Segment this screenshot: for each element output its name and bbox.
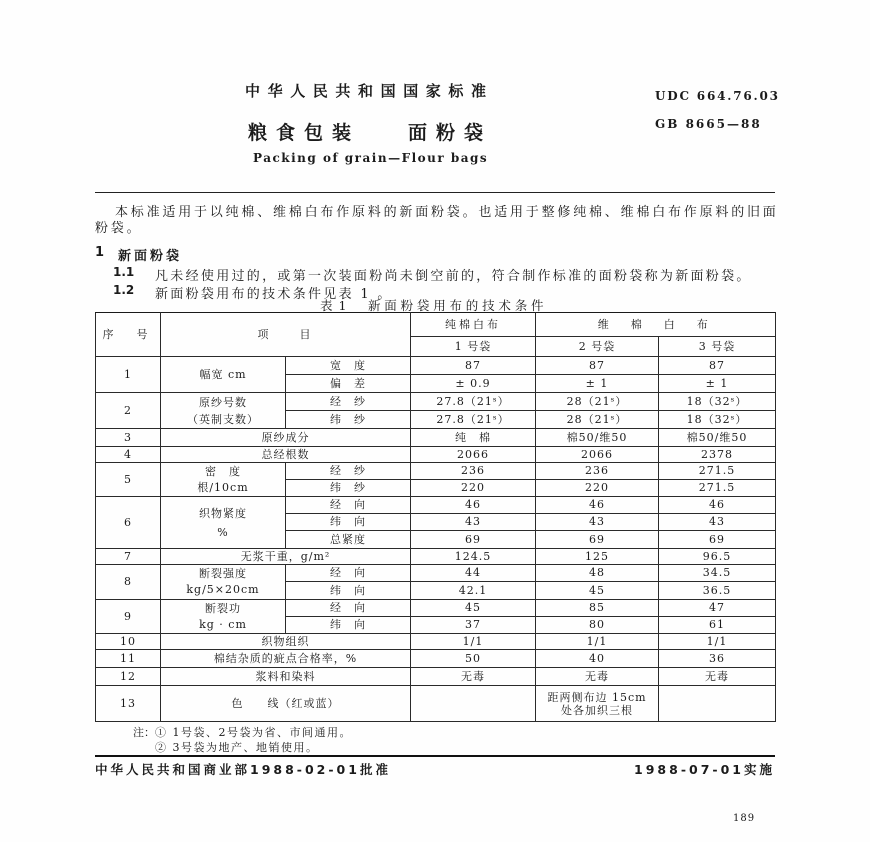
bag3-value: 棉50/维50	[659, 429, 776, 447]
bag3-value	[659, 686, 776, 722]
bag2-value	[536, 686, 659, 722]
seq-cell: 1	[96, 357, 161, 393]
approval-info: 中华人民共和国商业部1988-02-01批准	[95, 762, 391, 777]
bag3-value: 271.5	[659, 463, 776, 480]
bag1-value: 1/1	[411, 634, 536, 650]
header-bag2: 2 号袋	[536, 337, 659, 357]
bag3-value: 61	[659, 617, 776, 634]
item-cell: 原纱成分	[161, 429, 411, 447]
bag1-value: 37	[411, 617, 536, 634]
sub-item-cell: 总紧度	[286, 531, 411, 549]
bag2-value: 28（21ˢ）	[536, 411, 659, 429]
note-item: ② 3号袋为地产、地销使用。	[155, 741, 319, 754]
clause-number: 1.1	[113, 265, 135, 279]
title-cn-part2: 面粉袋	[408, 122, 493, 144]
item-cell: 织物组织	[161, 634, 411, 650]
bag1-value: 220	[411, 480, 536, 497]
bag1-value: 87	[411, 357, 536, 375]
bag2-value: 40	[536, 650, 659, 668]
color-line-note: 距两侧布边 15cm	[547, 690, 647, 704]
table-row	[96, 549, 776, 565]
table-row	[96, 650, 776, 668]
table-caption-label: 表 1	[320, 298, 348, 313]
header-cotton: 纯棉白布	[411, 313, 536, 337]
bag1-value: ± 0.9	[411, 375, 536, 393]
bag2-value: 45	[536, 582, 659, 600]
bag2-value: 2066	[536, 447, 659, 463]
bag3-value: 1/1	[659, 634, 776, 650]
item-cell: 棉结杂质的疵点合格率，%	[161, 650, 411, 668]
item-cell	[161, 600, 286, 634]
item-line: 断裂强度	[199, 567, 247, 580]
table-caption-text: 新面粉袋用布的技术条件	[368, 298, 548, 313]
sub-item-cell: 纬 纱	[286, 411, 411, 429]
header-bag3: 3 号袋	[659, 337, 776, 357]
bag3-value: 46	[659, 497, 776, 514]
gb-number: GB 8665—88	[655, 117, 762, 131]
bag2-value: 220	[536, 480, 659, 497]
bag2-value: 43	[536, 514, 659, 531]
page-number: 189	[733, 813, 756, 824]
bag1-value: 纯 棉	[411, 429, 536, 447]
table-row	[96, 686, 776, 722]
item-cell: 无浆干重，g/m²	[161, 549, 411, 565]
item-line: %	[217, 525, 229, 539]
bag1-value: 2066	[411, 447, 536, 463]
bag2-value: 125	[536, 549, 659, 565]
bag3-value: 47	[659, 600, 776, 617]
bag1-value: 236	[411, 463, 536, 480]
bag2-value: 87	[536, 357, 659, 375]
header-divider	[95, 192, 775, 193]
table-row	[96, 393, 776, 411]
item-cell: 总经根数	[161, 447, 411, 463]
bag1-value: 50	[411, 650, 536, 668]
intro-paragraph: 本标准适用于以纯棉、维棉白布作原料的新面粉袋。也适用于整修纯棉、维棉白布作原料的旧面粉袋。	[95, 205, 779, 236]
bag1-value: 27.8（21ˢ）	[411, 411, 536, 429]
bag2-value: 85	[536, 600, 659, 617]
seq-cell: 7	[96, 549, 161, 565]
sub-item-cell: 偏 差	[286, 375, 411, 393]
bag2-value: 48	[536, 565, 659, 582]
header-seq: 序 号	[96, 313, 161, 357]
bag1-value: 无毒	[411, 668, 536, 686]
sub-item-cell: 经 向	[286, 600, 411, 617]
bag3-value: 36.5	[659, 582, 776, 600]
seq-cell: 9	[96, 600, 161, 634]
table-row	[96, 668, 776, 686]
item-cell: 浆料和染料	[161, 668, 411, 686]
clause-text: 新面粉袋用布的技术条件见表 1 。	[155, 287, 393, 302]
note-item: ① 1号袋、2号袋为省、市间通用。	[155, 726, 352, 739]
item-line: 断裂功	[205, 601, 241, 615]
sub-item-cell: 纬 向	[286, 617, 411, 634]
table-row	[96, 463, 776, 480]
title-en: Packing of grain—Flour bags	[253, 151, 489, 165]
item-line: 原纱号数	[199, 395, 247, 409]
bag2-value: 1/1	[536, 634, 659, 650]
sub-item-cell: 纬 纱	[286, 480, 411, 497]
table-row	[96, 497, 776, 514]
national-standard-label: 中华人民共和国国家标准	[245, 82, 494, 100]
spec-table	[95, 312, 776, 722]
bag2-value: 28（21ˢ）	[536, 393, 659, 411]
seq-cell: 12	[96, 668, 161, 686]
bag2-value: 80	[536, 617, 659, 634]
seq-cell: 10	[96, 634, 161, 650]
bag3-value: 36	[659, 650, 776, 668]
item-cell: 幅宽 cm	[161, 357, 286, 393]
table-row	[96, 357, 776, 375]
bag3-value: 271.5	[659, 480, 776, 497]
table-row	[96, 600, 776, 617]
effective-date: 1988-07-01实施	[634, 762, 775, 777]
bag2-value: 46	[536, 497, 659, 514]
item-line: kg/5×20cm	[186, 583, 260, 596]
seq-cell: 13	[96, 686, 161, 722]
sub-item-cell: 纬 向	[286, 514, 411, 531]
sub-item-cell: 经 向	[286, 497, 411, 514]
bag3-value: 18（32ˢ）	[659, 411, 776, 429]
sub-item-cell: 经 纱	[286, 463, 411, 480]
bag1-value: 44	[411, 565, 536, 582]
seq-cell: 6	[96, 497, 161, 549]
bag3-value: 96.5	[659, 549, 776, 565]
title-cn-part1: 粮食包装	[248, 122, 361, 144]
clause-number: 1.2	[113, 283, 135, 297]
table-row	[96, 447, 776, 463]
item-line: 织物紧度	[199, 506, 247, 520]
bag3-value: 18（32ˢ）	[659, 393, 776, 411]
table-row	[96, 429, 776, 447]
bag1-value: 69	[411, 531, 536, 549]
item-line: 密 度	[205, 464, 241, 478]
table-row	[96, 565, 776, 582]
bag2-value: ± 1	[536, 375, 659, 393]
item-cell	[161, 393, 286, 429]
bag1-value	[411, 686, 536, 722]
item-cell	[161, 565, 286, 600]
seq-cell: 2	[96, 393, 161, 429]
udc-code: UDC 664.76.03	[655, 89, 780, 103]
bag3-value: 69	[659, 531, 776, 549]
seq-cell: 3	[96, 429, 161, 447]
item-line: （英制支数）	[187, 412, 259, 426]
sub-item-cell: 经 向	[286, 565, 411, 582]
item-cell	[161, 463, 286, 497]
sub-item-cell: 宽 度	[286, 357, 411, 375]
seq-cell: 11	[96, 650, 161, 668]
bag1-value: 43	[411, 514, 536, 531]
note-label: 注：	[133, 726, 155, 739]
item-cell: 色 线（红或蓝）	[161, 686, 411, 722]
bag1-value: 46	[411, 497, 536, 514]
bag1-value: 27.8（21ˢ）	[411, 393, 536, 411]
item-cell	[161, 497, 286, 549]
sub-item-cell: 纬 向	[286, 582, 411, 600]
header-bag1: 1 号袋	[411, 337, 536, 357]
section-number: 1	[95, 245, 105, 260]
item-line: kg · cm	[199, 617, 247, 631]
bag3-value: 34.5	[659, 565, 776, 582]
clause-text: 凡未经使用过的，或第一次装面粉尚未倒空前的，符合制作标准的面粉袋称为新面粉袋。	[155, 269, 752, 284]
bag1-value: 45	[411, 600, 536, 617]
header-vinylon: 维 棉 白 布	[536, 313, 776, 337]
bag3-value: 87	[659, 357, 776, 375]
bag3-value: 无毒	[659, 668, 776, 686]
bag2-value: 69	[536, 531, 659, 549]
seq-cell: 8	[96, 565, 161, 600]
bag1-value: 124.5	[411, 549, 536, 565]
seq-cell: 4	[96, 447, 161, 463]
footer-divider	[95, 755, 775, 757]
bag2-value: 无毒	[536, 668, 659, 686]
bag3-value: ± 1	[659, 375, 776, 393]
color-line-note: 处各加织三根	[561, 703, 633, 717]
bag3-value: 2378	[659, 447, 776, 463]
header-item: 项 目	[161, 313, 411, 357]
section-title: 新面粉袋	[118, 249, 183, 264]
item-line: 根/10cm	[197, 480, 249, 494]
bag2-value: 236	[536, 463, 659, 480]
bag2-value: 棉50/维50	[536, 429, 659, 447]
bag3-value: 43	[659, 514, 776, 531]
bag1-value: 42.1	[411, 582, 536, 600]
seq-cell: 5	[96, 463, 161, 497]
table-row	[96, 634, 776, 650]
sub-item-cell: 经 纱	[286, 393, 411, 411]
